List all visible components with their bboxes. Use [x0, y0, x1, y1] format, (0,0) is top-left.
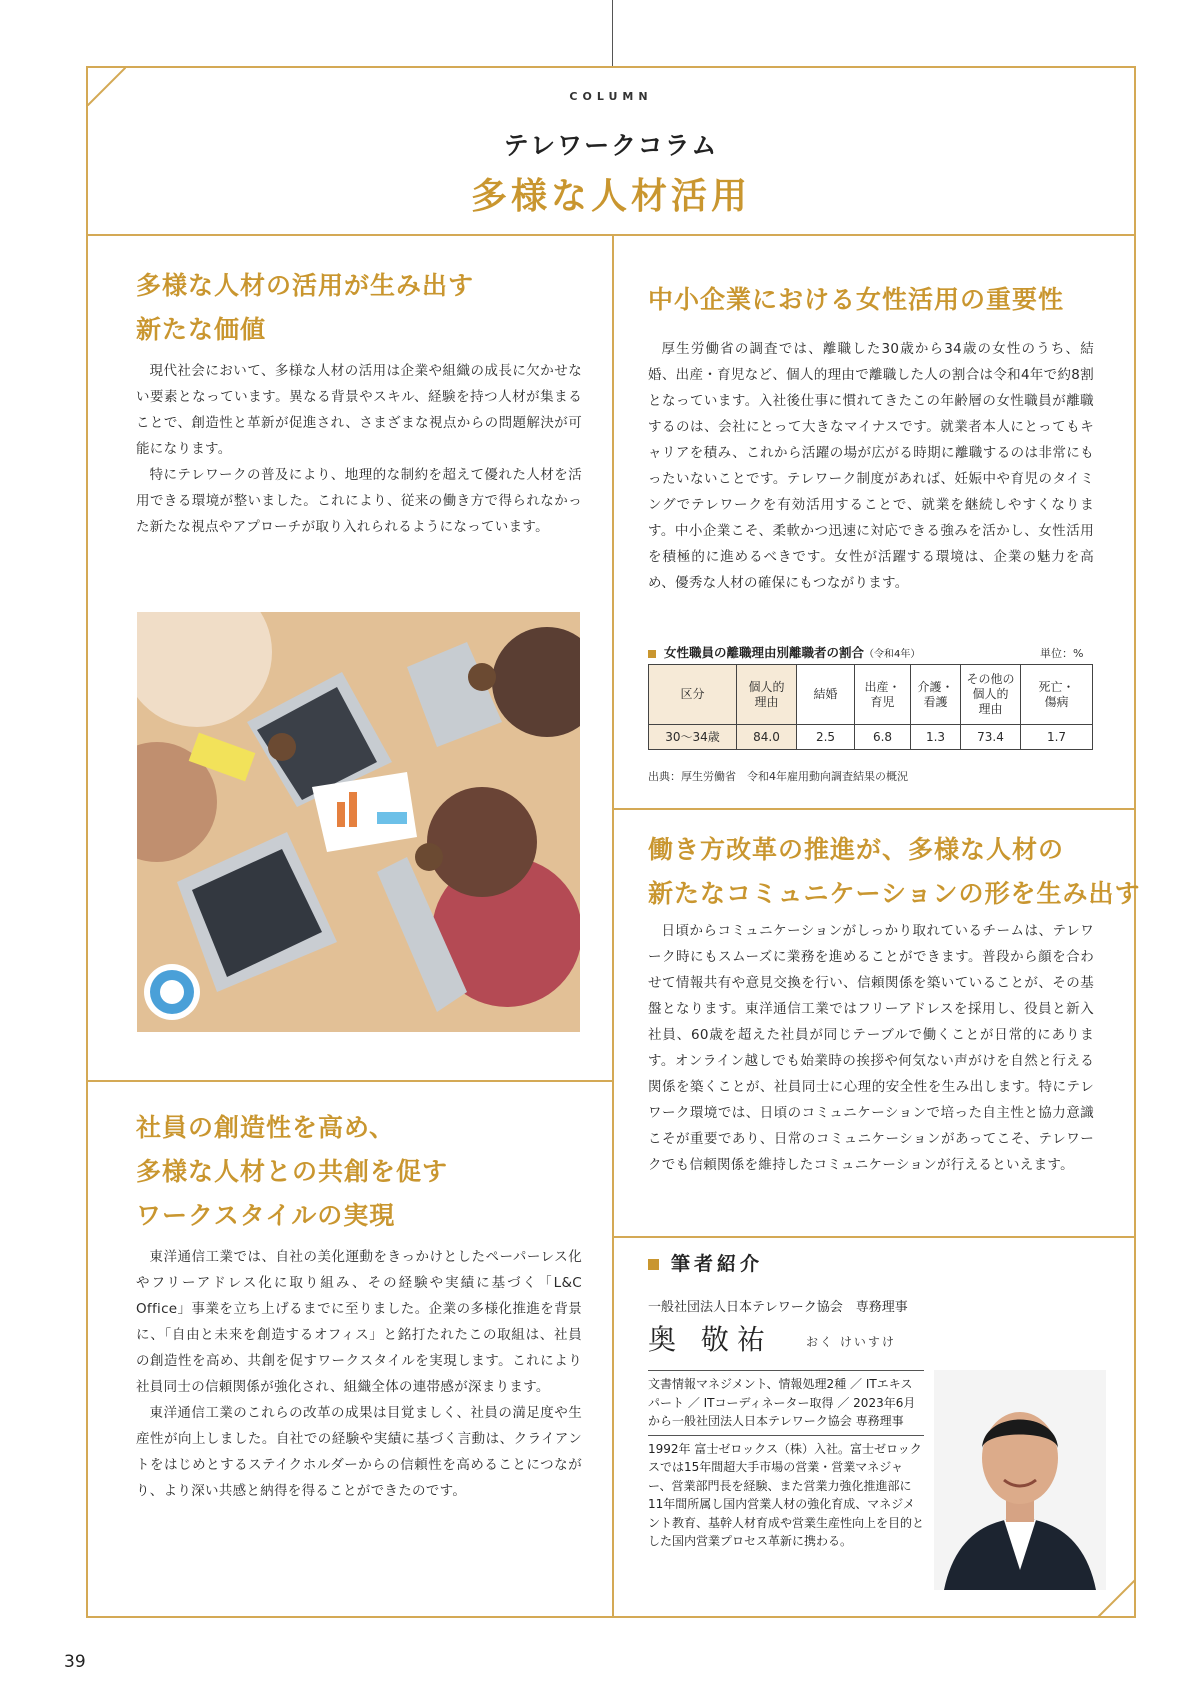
table-header-cell: 個人的 理由	[737, 665, 797, 725]
page-number: 39	[64, 1652, 86, 1672]
author-bio	[648, 1366, 924, 1551]
table-header-cell: その他の 個人的 理由	[961, 665, 1021, 725]
square-bullet-icon	[648, 1259, 659, 1270]
section2-body: 厚生労働省の調査では、離職した30歳から34歳の女性のうち、結婚、出産・育児など、個人的理由で離職した人の割合は令和4年で約8割となっています。入社後仕事に慣れてきたこの年齢層の女性職員が離職するのは、会社にとって大きなマイナスです。就業者本人にとってもキャリアを積み、これから活躍の場が広がる時期に離職するのは非常にもったいないことです。テレワーク制度があれば、妊娠中や育児のタイミングでテレワークを有効活用することで、就業を継続しやすくなります。中小企業こそ、柔軟かつ迅速に対応できる強みを活かし、女性活用を積極的に進めるべきです。女性が活躍する環境は、企業の魅力を高め、優秀な人材の確保にもつながります。	[648, 341, 1094, 591]
left-section-divider	[86, 1080, 612, 1082]
office-meeting-photo	[137, 612, 580, 1032]
square-bullet-icon	[648, 650, 656, 658]
table-header-cell: 区分	[649, 665, 737, 725]
table-cell: 1.3	[911, 725, 961, 750]
author-heading: 筆者紹介	[648, 1249, 763, 1276]
column-divider	[612, 234, 614, 1618]
table-cell: 2.5	[797, 725, 855, 750]
author-organization: 一般社団法人日本テレワーク協会 専務理事	[648, 1300, 908, 1315]
page-title: 多様な人材活用	[470, 176, 751, 217]
author-qualifications: 文書情報マネジメント、情報処理2種 ／ ITエキスパート ／ ITコーディネーター取得 ／ 2023年6月から一般社団法人日本テレワーク協会 専務理事	[648, 1377, 916, 1428]
section1-body: 現代社会において、多様な人材の活用は企業や組織の成長に欠かせない要素となっています。異なる背景やスキル、経験を持つ人材が集まることで、創造性と革新が促進され、さまざまな視点からの問題解決が可能になります。 特にテレワークの普及により、地理的な制約を超えて優れた人材を活用できる環境が整いました。これにより、従来の働き方で得られなかった新たな視点やアプローチが取り入れられるようになっています。	[136, 363, 582, 535]
table-cell: 84.0	[737, 725, 797, 750]
table-header-cell: 死亡・ 傷病	[1021, 665, 1093, 725]
author-career: 1992年 富士ゼロックス（株）入社。富士ゼロックスでは15年間超大手市場の営業・営業マネジャー、営業部門長を経験、また営業力強化推進部に11年間所属し国内営業人材の強化育成、マネジメント教育、基幹人材育成や営業生産性向上を目的とした国内営業プロセス革新に携わる。	[648, 1441, 925, 1548]
author-name: 奥 敬祐	[648, 1323, 773, 1356]
table-title: 女性職員の離職理由別離職者の割合（令和4年）	[648, 643, 920, 661]
bio-rule	[648, 1370, 924, 1371]
table-cell: 30～34歳	[649, 725, 737, 750]
column-label: COLUMN	[569, 90, 653, 103]
column-title: テレワークコラム	[503, 131, 719, 160]
right-section-divider	[612, 808, 1136, 810]
table-cell: 6.8	[855, 725, 911, 750]
table-header-cell: 結婚	[797, 665, 855, 725]
table-header-cell: 介護・ 看護	[911, 665, 961, 725]
table-cell: 73.4	[961, 725, 1021, 750]
table-cell: 1.7	[1021, 725, 1093, 750]
author-divider	[612, 1236, 1136, 1238]
table-source: 出典：厚生労働省 令和4年雇用動向調査結果の概況	[648, 770, 908, 783]
table-header-cell: 出産・ 育児	[855, 665, 911, 725]
attrition-table	[648, 664, 1093, 750]
section3-heading: 働き方改革の推進が、多様な人材の 新たなコミュニケーションの形を生み出す	[648, 835, 1141, 908]
table-row	[649, 725, 1093, 750]
table-unit: 単位：%	[1040, 647, 1084, 660]
section3-body: 日頃からコミュニケーションがしっかり取れているチームは、テレワーク時にもスムーズに業務を進めることができます。普段から顔を合わせて情報共有や意見交換を行い、信頼関係を築いていることが、その基盤となります。東洋通信工業ではフリーアドレスを採用し、役員と新入社員、60歳を超えた社員が同じテーブルで働くことが日常的にあります。オンライン越しでも始業時の挨拶や何気ない声がけを自然と行える関係を築くことが、社員同士に心理的安全性を生み出します。特にテレワーク環境では、日頃のコミュニケーションで培った自主性と協力意識こそが重要であり、日常のコミュニケーションがあってこそ、テレワークでも信頼関係を維持したコミュニケーションが行えるといえます。	[648, 923, 1094, 1173]
bio-rule	[648, 1435, 924, 1436]
section1-heading: 多様な人材の活用が生み出す 新たな価値	[136, 271, 475, 344]
header-divider	[86, 234, 1136, 236]
section2-heading: 中小企業における女性活用の重要性	[648, 285, 1065, 314]
author-portrait-photo	[934, 1370, 1106, 1590]
section4-body: 東洋通信工業では、自社の美化運動をきっかけとしたペーパーレス化やフリーアドレス化に取り組み、その経験や実績に基づく「L&C Office」事業を立ち上げるまでに至りました。企業の多様化推進を背景に、「自由と未来を創造するオフィス」と銘打たれたこの取組は、社員の創造性を高め、共創を促すワークスタイルを実現します。これにより社員同士の信頼関係が強化され、組織全体の連帯感が深まります。 東洋通信工業のこれらの改革の成果は目覚ましく、社員の満足度や生産性が向上しました。自社での経験や実績に基づく言動は、クライアントをはじめとするステイクホルダーからの信頼性を高めることにつながり、より深い共感と納得を得ることができたのです。	[136, 1249, 582, 1499]
top-divider-line	[612, 0, 613, 66]
section4-heading: 社員の創造性を高め、 多様な人材との共創を促す ワークスタイルの実現	[136, 1113, 449, 1230]
author-name-reading: おく けいすけ	[806, 1335, 896, 1349]
